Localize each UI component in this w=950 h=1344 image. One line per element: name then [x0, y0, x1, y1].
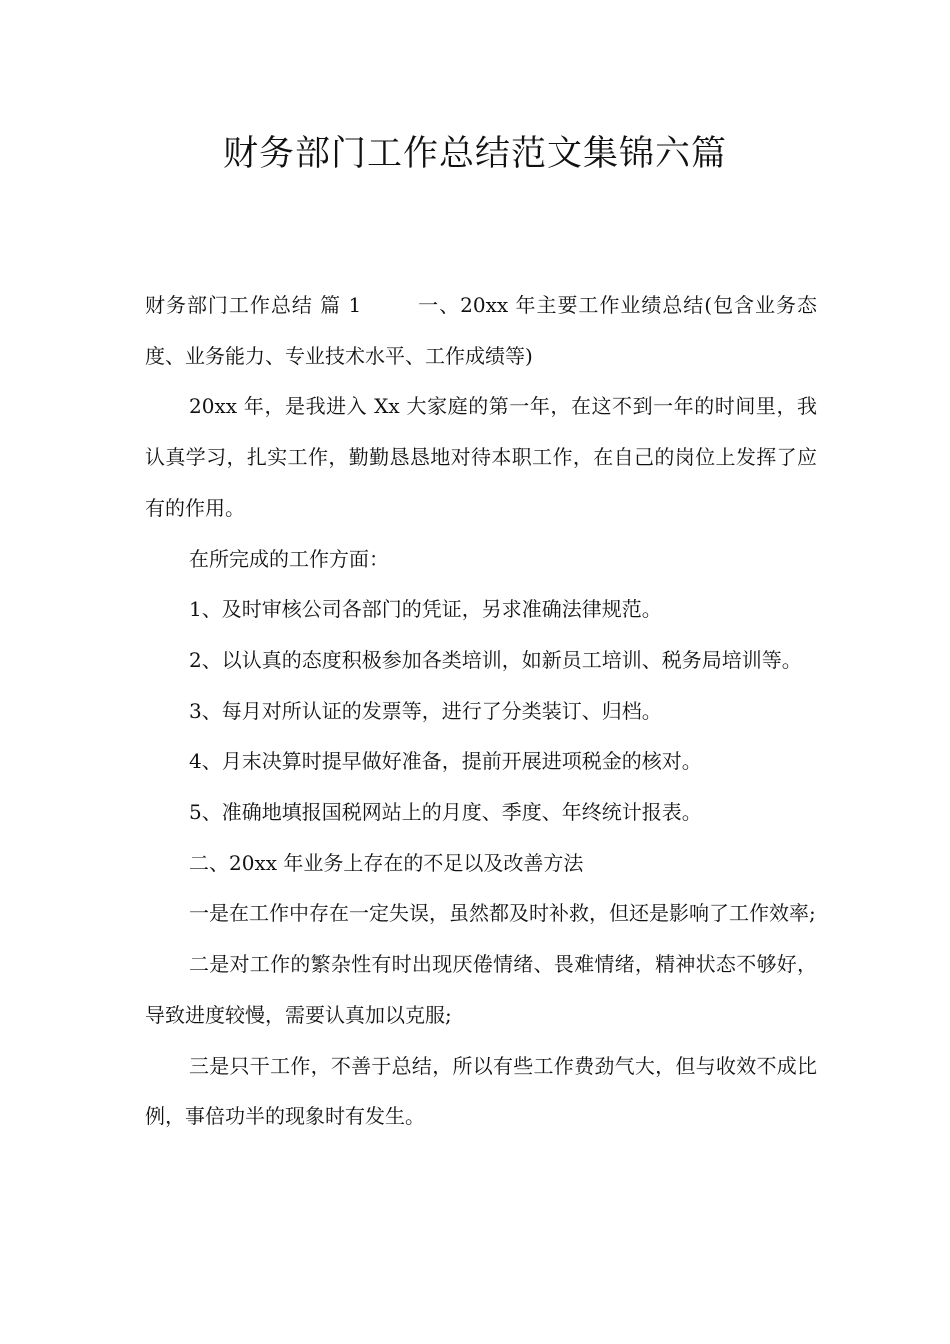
- paragraph-intro: [145, 280, 817, 381]
- document-body: [145, 280, 817, 1142]
- section-label: 财务部门工作总结 篇 1: [145, 293, 362, 317]
- paragraph: 20xx 年，是我进入 Xx 大家庭的第一年，在这不到一年的时间里，我认真学习，扎实工作，勤勤恳恳地对待本职工作，在自己的岗位上发挥了应有的作用。: [145, 394, 817, 520]
- list-item: 1、及时审核公司各部门的凭证，另求准确法律规范。: [189, 597, 662, 622]
- list-item: 5、准确地填报国税网站上的月度、季度、年终统计报表。: [189, 800, 702, 825]
- paragraph-text: 一、20xx 年主要工作业绩总结(包含业务态度、业务能力、专业技术水平、工作成绩等): [145, 293, 817, 368]
- list-item: 2、以认真的态度积极参加各类培训，如新员工培训、税务局培训等。: [189, 647, 802, 672]
- section-heading: 二、20xx 年业务上存在的不足以及改善方法: [189, 850, 584, 875]
- list-item: 4、月末决算时提早做好准备，提前开展进项税金的核对。: [189, 749, 702, 774]
- paragraph: 在所完成的工作方面：: [189, 546, 389, 571]
- list-item: 3、每月对所认证的发票等，进行了分类装订、归档。: [189, 698, 662, 723]
- paragraph: 三是只干工作，不善于总结，所以有些工作费劲气大，但与收效不成比例，事倍功半的现象时有发生。: [145, 1053, 817, 1129]
- paragraph: 一是在工作中存在一定失误，虽然都及时补救，但还是影响了工作效率;: [189, 901, 816, 926]
- document-title: 财务部门工作总结范文集锦六篇: [222, 134, 727, 174]
- paragraph: 二是对工作的繁杂性有时出现厌倦情绪、畏难情绪，精神状态不够好，导致进度较慢，需要认真加以克服;: [145, 952, 817, 1027]
